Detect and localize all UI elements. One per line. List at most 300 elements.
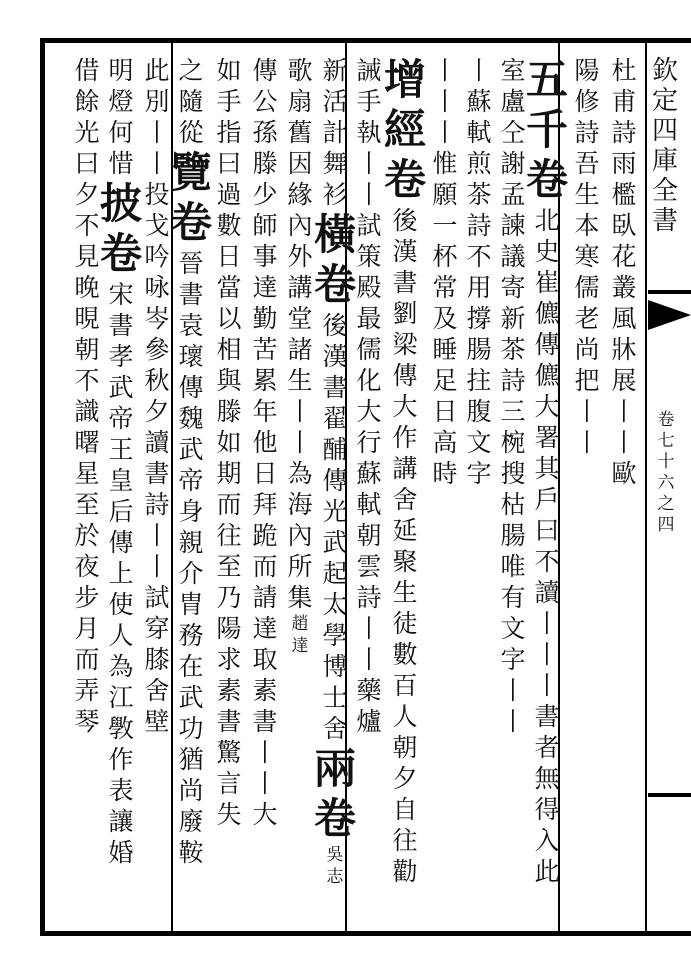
text-char: 隨 [178, 87, 204, 116]
text-char: 曙 [74, 428, 100, 457]
text-char: 丨 [611, 397, 637, 426]
entry-heading-char: 卷 [526, 155, 569, 204]
text-char: 戈 [144, 211, 170, 240]
text-char: 蘇 [356, 459, 382, 488]
text-char: 武 [108, 373, 134, 402]
text-char: 宋 [108, 280, 134, 309]
text-char: 期 [216, 459, 242, 488]
text-char: 此 [144, 56, 170, 85]
text-char: 達 [252, 614, 278, 643]
text-char: 舊 [287, 118, 313, 147]
text-char: 丨 [144, 118, 170, 147]
text-char: 江 [108, 683, 134, 712]
text-char: 袁 [178, 311, 204, 340]
text-char: 尚 [574, 335, 600, 364]
text-char: 酺 [322, 435, 348, 464]
text-char: 數 [216, 211, 242, 240]
margin-char: 卷 [657, 410, 675, 430]
text-char: 修 [574, 87, 600, 116]
text-char: 往 [216, 521, 242, 550]
text-char: 岑 [144, 304, 170, 333]
text-char: 步 [74, 583, 100, 612]
text-char: 當 [216, 273, 242, 302]
text-char: 北 [534, 206, 560, 235]
text-char: 夜 [74, 552, 100, 581]
text-char: 驚 [216, 738, 242, 767]
text-char: 朝 [392, 733, 418, 762]
text-char: 儒 [574, 273, 600, 302]
text-char: 書 [252, 707, 278, 736]
text-char: 瓌 [178, 342, 204, 371]
text-char: 丨 [144, 149, 170, 178]
text-char: 不 [74, 211, 100, 240]
text-column [607, 55, 641, 489]
text-char: 入 [534, 826, 560, 855]
text-char: 盧 [500, 87, 526, 116]
text-char: 日 [216, 242, 242, 271]
text-char: 延 [392, 516, 418, 545]
text-char: 王 [108, 435, 134, 464]
text-column [283, 55, 317, 657]
text-char: 椀 [500, 428, 526, 457]
margin-char: 六 [657, 473, 675, 493]
text-char: 數 [392, 640, 418, 669]
text-char: 人 [392, 702, 418, 731]
text-char: 丨 [534, 640, 560, 669]
text-char: 文 [466, 428, 492, 457]
margin-char: 庫 [651, 146, 678, 176]
text-char: 晚 [74, 273, 100, 302]
margin-char: 全 [651, 176, 678, 206]
text-char: 起 [322, 559, 348, 588]
text-char: 儦 [534, 361, 560, 390]
text-char: 曰 [74, 149, 100, 178]
text-char: 別 [144, 87, 170, 116]
text-char: 詩 [144, 490, 170, 519]
text-char: 曰 [216, 149, 242, 178]
text-char: 丨 [356, 645, 382, 674]
text-char: 孝 [108, 342, 134, 371]
text-char: 丨 [466, 56, 492, 85]
text-char: 仝 [500, 118, 526, 147]
text-char: 丨 [356, 149, 382, 178]
text-char: 講 [392, 454, 418, 483]
margin-char: 七 [657, 431, 675, 451]
text-char: 身 [178, 497, 204, 526]
text-char: 詩 [500, 366, 526, 395]
text-char: 日 [252, 459, 278, 488]
text-char: 舍 [392, 485, 418, 514]
text-char: 勸 [392, 857, 418, 886]
text-char: 作 [392, 423, 418, 452]
text-char: 借 [74, 56, 100, 85]
text-char: 軾 [356, 490, 382, 519]
entry-heading-char: 卷 [170, 198, 213, 247]
text-char: 因 [287, 149, 313, 178]
text-char: 唯 [500, 552, 526, 581]
text-char: 緣 [287, 180, 313, 209]
text-char: 惟 [432, 149, 458, 178]
text-char: 百 [392, 671, 418, 700]
text-char: 失 [216, 800, 242, 829]
text-char: 史 [534, 237, 560, 266]
fishtail-mark [648, 300, 691, 330]
text-char: 吾 [574, 149, 600, 178]
entry-heading-char: 卷 [100, 229, 143, 278]
text-char: 書 [322, 373, 348, 402]
text-char: 丨 [500, 676, 526, 705]
volume-label [655, 410, 677, 536]
text-char: 常 [432, 273, 458, 302]
text-char: 至 [74, 490, 100, 519]
text-char: 穿 [144, 614, 170, 643]
text-char: 室 [500, 56, 526, 85]
text-column [212, 55, 246, 830]
text-char: 務 [178, 621, 204, 650]
text-char: 劉 [392, 299, 418, 328]
text-char: 使 [108, 590, 134, 619]
text-char: 吟 [144, 242, 170, 271]
text-char: 丨 [534, 671, 560, 700]
text-char: 丨 [432, 87, 458, 116]
text-char: 茶 [466, 180, 492, 209]
text-char: 親 [178, 528, 204, 557]
text-char: 杯 [432, 242, 458, 271]
entry-heading-char: 覽 [170, 148, 213, 197]
text-char: 大 [252, 800, 278, 829]
text-char: 舍 [322, 714, 348, 743]
text-char: 滕 [216, 397, 242, 426]
text-char: 書 [178, 280, 204, 309]
text-char: 自 [392, 795, 418, 824]
text-char: 有 [500, 583, 526, 612]
text-char: 取 [252, 645, 278, 674]
entry-heading-char: 橫 [314, 210, 357, 259]
fishtail-bar [648, 793, 691, 797]
text-char: 與 [216, 366, 242, 395]
entry-heading-char: 卷 [314, 794, 357, 843]
entry-heading-char: 卷 [314, 260, 357, 309]
text-char: 睡 [432, 335, 458, 364]
text-char: 無 [534, 764, 560, 793]
text-char: 惜 [108, 149, 134, 178]
text-char: 其 [534, 454, 560, 483]
text-char: 武 [178, 683, 204, 712]
text-char: 書 [108, 311, 134, 340]
text-column [140, 55, 174, 737]
text-char: 弄 [74, 676, 100, 705]
text-char: 曰 [534, 516, 560, 545]
text-char: 達 [291, 636, 309, 656]
text-char: 作 [108, 745, 134, 774]
text-char: 夕 [392, 764, 418, 793]
text-char: 求 [216, 645, 242, 674]
text-char: 讓 [108, 807, 134, 836]
text-char: 跪 [252, 521, 278, 550]
text-char: 字 [500, 645, 526, 674]
text-char: 陽 [216, 614, 242, 643]
text-char: 甫 [611, 87, 637, 116]
text-char: 相 [216, 335, 242, 364]
text-char: 生 [392, 578, 418, 607]
text-char: 展 [611, 366, 637, 395]
text-char: 講 [287, 273, 313, 302]
text-char: 腸 [500, 521, 526, 550]
text-char: 為 [108, 652, 134, 681]
text-char: 書 [144, 459, 170, 488]
text-char: 拄 [466, 366, 492, 395]
text-char: 苦 [252, 335, 278, 364]
text-char: 丨 [574, 397, 600, 426]
text-char: 日 [432, 397, 458, 426]
text-char: 儒 [356, 335, 382, 364]
text-char: 願 [432, 180, 458, 209]
text-char: 不 [534, 547, 560, 576]
text-char: 詩 [611, 118, 637, 147]
text-char: 丨 [287, 428, 313, 457]
text-char: 撐 [466, 304, 492, 333]
text-char: 丨 [144, 552, 170, 581]
text-column [526, 55, 569, 887]
text-char: 書 [392, 268, 418, 297]
text-char: 壁 [144, 707, 170, 736]
text-char: 事 [252, 242, 278, 271]
text-char: 老 [574, 304, 600, 333]
text-char: 不 [74, 366, 100, 395]
text-char: 大 [392, 392, 418, 421]
text-char: 言 [216, 769, 242, 798]
text-char: 朝 [74, 335, 100, 364]
text-char: 學 [322, 621, 348, 650]
text-char: 策 [356, 242, 382, 271]
text-char: 投 [144, 180, 170, 209]
text-char: 夕 [144, 397, 170, 426]
text-char: 翟 [322, 404, 348, 433]
text-char: 後 [392, 206, 418, 235]
text-char: 叢 [611, 273, 637, 302]
text-char: 風 [611, 304, 637, 333]
text-char: 明 [108, 56, 134, 85]
text-char: 鞍 [178, 838, 204, 867]
text-char: 博 [322, 652, 348, 681]
text-char: 而 [252, 552, 278, 581]
text-char: 花 [611, 242, 637, 271]
text-char: 太 [322, 590, 348, 619]
text-char: 臥 [611, 211, 637, 240]
text-char: 一 [432, 211, 458, 240]
text-char: 文 [500, 614, 526, 643]
text-char: 書 [534, 702, 560, 731]
text-char: 如 [216, 56, 242, 85]
text-char: 識 [74, 397, 100, 426]
text-char: 所 [287, 552, 313, 581]
text-char: 而 [74, 645, 100, 674]
text-char: 丨 [611, 428, 637, 457]
text-char: 魏 [178, 404, 204, 433]
text-char: 咏 [144, 273, 170, 302]
text-char: 手 [356, 87, 382, 116]
text-char: 試 [144, 583, 170, 612]
text-column [428, 55, 462, 489]
text-char: 武 [322, 528, 348, 557]
text-char: 新 [322, 56, 348, 85]
text-char: 足 [432, 366, 458, 395]
text-char: 三 [500, 397, 526, 426]
text-char: 衫 [322, 180, 348, 209]
text-char: 大 [534, 392, 560, 421]
text-char: 牀 [611, 335, 637, 364]
text-char: 議 [500, 242, 526, 271]
text-char: 傳 [392, 361, 418, 390]
text-char: 拜 [252, 490, 278, 519]
text-char: 書 [216, 707, 242, 736]
text-char: 漢 [392, 237, 418, 266]
text-char: 不 [466, 242, 492, 271]
text-char: 從 [178, 118, 204, 147]
text-char: 藥 [356, 676, 382, 705]
text-char: 膝 [144, 645, 170, 674]
text-char: 師 [252, 211, 278, 240]
text-char: 搜 [500, 459, 526, 488]
text-char: 生 [287, 366, 313, 395]
text-char: 讀 [144, 428, 170, 457]
text-char: 素 [252, 676, 278, 705]
text-char: 月 [74, 614, 100, 643]
text-char: 諸 [287, 335, 313, 364]
text-char: 往 [392, 826, 418, 855]
margin-char: 書 [651, 206, 678, 236]
text-char: 漢 [322, 342, 348, 371]
entry-heading-char: 經 [384, 105, 427, 154]
text-char: 海 [287, 490, 313, 519]
text-char: 計 [322, 118, 348, 147]
text-char: 丨 [432, 118, 458, 147]
text-char: 誡 [356, 56, 382, 85]
text-char: 雲 [356, 552, 382, 581]
text-char: 滕 [252, 149, 278, 178]
text-char: 儦 [534, 299, 560, 328]
text-char: 星 [74, 459, 100, 488]
text-column [496, 55, 530, 737]
text-char: 猶 [178, 745, 204, 774]
text-char: 枯 [500, 490, 526, 519]
text-char: 燈 [108, 87, 134, 116]
text-char: 寒 [574, 242, 600, 271]
entry-heading-char: 增 [384, 55, 427, 104]
text-char: 行 [356, 428, 382, 457]
text-char: 廢 [178, 807, 204, 836]
text-char: 孟 [500, 180, 526, 209]
text-char: 參 [144, 335, 170, 364]
text-char: 何 [108, 118, 134, 147]
text-char: 外 [287, 242, 313, 271]
text-char: 他 [252, 428, 278, 457]
text-char: 武 [178, 435, 204, 464]
text-char: 舍 [144, 676, 170, 705]
text-column [70, 55, 104, 737]
text-char: 素 [216, 676, 242, 705]
text-char: 諫 [500, 211, 526, 240]
text-char: 人 [108, 621, 134, 650]
text-char: 傳 [108, 528, 134, 557]
text-char: 皇 [108, 466, 134, 495]
text-char: 腹 [466, 397, 492, 426]
text-char: 丨 [287, 397, 313, 426]
text-char: 舞 [322, 149, 348, 178]
margin-char: 四 [651, 116, 678, 146]
text-char: 化 [356, 366, 382, 395]
text-column [462, 55, 496, 489]
text-char: 少 [252, 180, 278, 209]
text-char: 者 [534, 733, 560, 762]
text-char: 歌 [287, 56, 313, 85]
entry-heading-char: 千 [526, 105, 569, 154]
text-char: 丨 [356, 180, 382, 209]
text-char: 集 [287, 583, 313, 612]
text-char: 請 [252, 583, 278, 612]
fishtail-bar [648, 290, 691, 294]
text-char: 志 [326, 867, 344, 887]
text-char: 見 [74, 242, 100, 271]
text-char: 詩 [466, 211, 492, 240]
text-char: 陽 [574, 56, 600, 85]
text-char: 歐 [611, 459, 637, 488]
text-char: 扇 [287, 87, 313, 116]
text-char: 梁 [392, 330, 418, 359]
text-char: 功 [178, 714, 204, 743]
text-char: 丨 [500, 707, 526, 736]
text-column [314, 55, 357, 888]
text-char: 堂 [287, 304, 313, 333]
text-char: 內 [287, 211, 313, 240]
text-char: 雨 [611, 149, 637, 178]
text-char: 丨 [356, 614, 382, 643]
text-char: 傳 [534, 330, 560, 359]
text-char: 試 [356, 211, 382, 240]
text-char: 活 [322, 87, 348, 116]
text-char: 光 [74, 118, 100, 147]
text-char: 新 [500, 304, 526, 333]
text-char: 夕 [74, 180, 100, 209]
text-char: 秋 [144, 366, 170, 395]
text-char: 及 [432, 304, 458, 333]
text-char: 而 [216, 490, 242, 519]
text-char: 用 [466, 273, 492, 302]
text-char: 謝 [500, 149, 526, 178]
text-char: 年 [252, 397, 278, 426]
text-char: 帝 [178, 466, 204, 495]
text-char: 丨 [252, 769, 278, 798]
text-char: 如 [216, 428, 242, 457]
text-char: 趙 [291, 614, 309, 634]
text-char: 晉 [178, 249, 204, 278]
text-char: 後 [322, 311, 348, 340]
text-column [170, 55, 213, 868]
text-char: 士 [322, 683, 348, 712]
text-column [570, 55, 604, 458]
text-char: 徒 [392, 609, 418, 638]
text-column [100, 55, 143, 868]
text-column [384, 55, 427, 887]
text-char: 傳 [252, 56, 278, 85]
text-char: 為 [287, 459, 313, 488]
text-char: 寄 [500, 273, 526, 302]
margin-char: 十 [657, 452, 675, 472]
text-char: 丨 [252, 738, 278, 767]
entry-heading-char: 卷 [384, 155, 427, 204]
text-char: 崔 [534, 268, 560, 297]
text-char: 署 [534, 423, 560, 452]
